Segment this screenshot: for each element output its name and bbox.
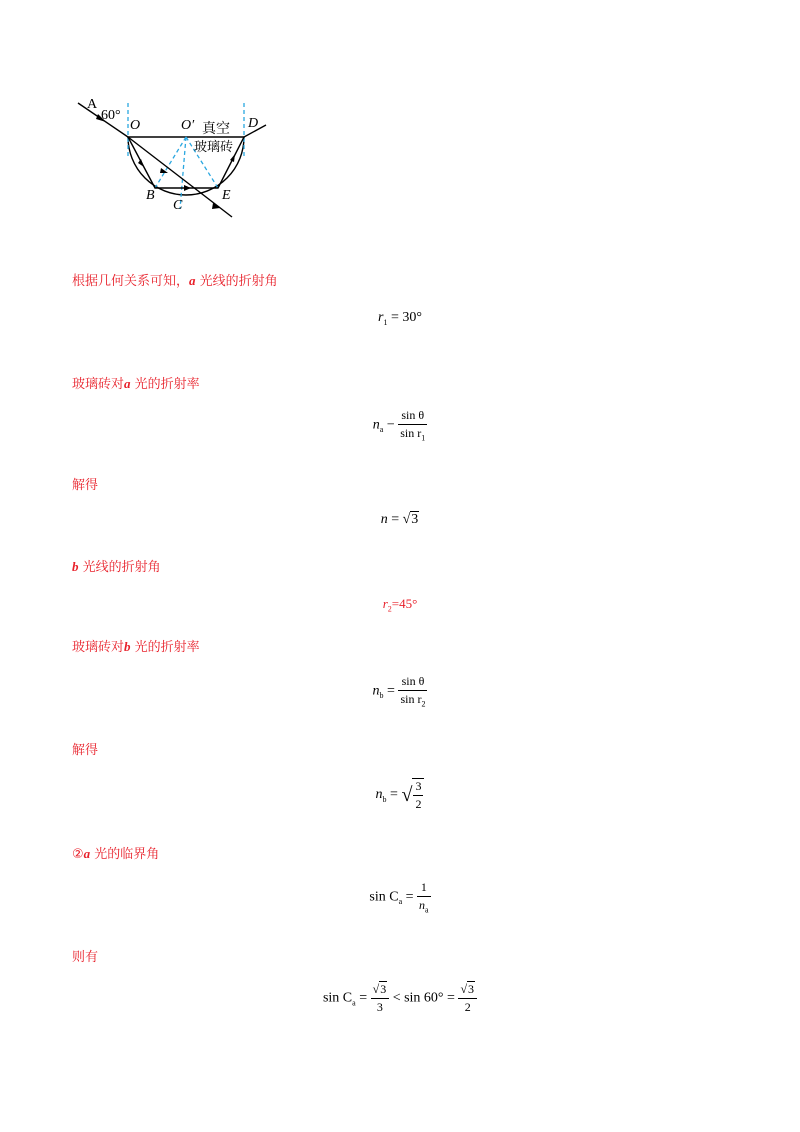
fraction: $\frac{1}{n_a}$: [419, 880, 429, 915]
label-C: C: [173, 198, 183, 213]
label-B: B: [146, 188, 155, 203]
equation-5: $n_b$ = $\frac{\text{sin θ}}{\sin r_2}$: [372, 674, 426, 709]
fraction: $\frac{√3}{3}$: [371, 982, 390, 1015]
fraction: $\frac{\text{sin θ}}{\sin r_1}$: [400, 408, 426, 443]
equation-8: $\sin C_a$ = $\frac{√3}{3}$ < sin 60° = $\frac{√3}{2}$: [0, 982, 800, 1015]
equation-1: $r_1 = 30^\circ$: [378, 310, 422, 327]
text-line-1: 根据几何关系可知，a 光线的折射角: [72, 273, 278, 289]
equation-7: $\sin C_a$ = $\frac{1}{n_a}$: [369, 880, 429, 915]
label-angle: 60°: [101, 108, 121, 123]
text-line-8: 则有: [72, 950, 99, 965]
text-line-5: 玻璃砖对b 光的折射率: [72, 639, 200, 655]
fraction: $\frac{3}{2}$: [412, 778, 424, 812]
text-line-6: 解得: [72, 743, 99, 758]
label-E: E: [222, 188, 231, 203]
text-line-4: b 光线的折射角: [72, 559, 161, 575]
label-vacuum: 真空: [202, 121, 230, 137]
label-A: A: [87, 97, 98, 112]
ray-a: [128, 125, 266, 188]
text-line-3: 解得: [72, 478, 99, 493]
equation-3: n = √3: [380, 512, 419, 527]
text-line-7: ②a 光的临界角: [72, 846, 160, 862]
label-O-prime: O′: [181, 118, 195, 133]
fraction: $\frac{√3}{2}$: [458, 982, 477, 1015]
equation-2: $n_a$ − $\frac{\text{sin θ}}{\sin r_1}$: [372, 408, 426, 443]
dash-O-B: [155, 137, 186, 188]
label-D: D: [248, 116, 259, 131]
fraction: $\frac{\text{sin θ}}{\sin r_2}$: [400, 674, 426, 709]
equation-4: $r_2=45^\circ$: [382, 596, 418, 614]
text-line-2: 玻璃砖对a 光的折射率: [72, 376, 200, 392]
label-glass: 玻璃砖: [194, 140, 234, 155]
label-O: O: [130, 118, 141, 133]
equation-6: $n_b$ = √ $\frac{3}{2}$: [0, 778, 800, 812]
